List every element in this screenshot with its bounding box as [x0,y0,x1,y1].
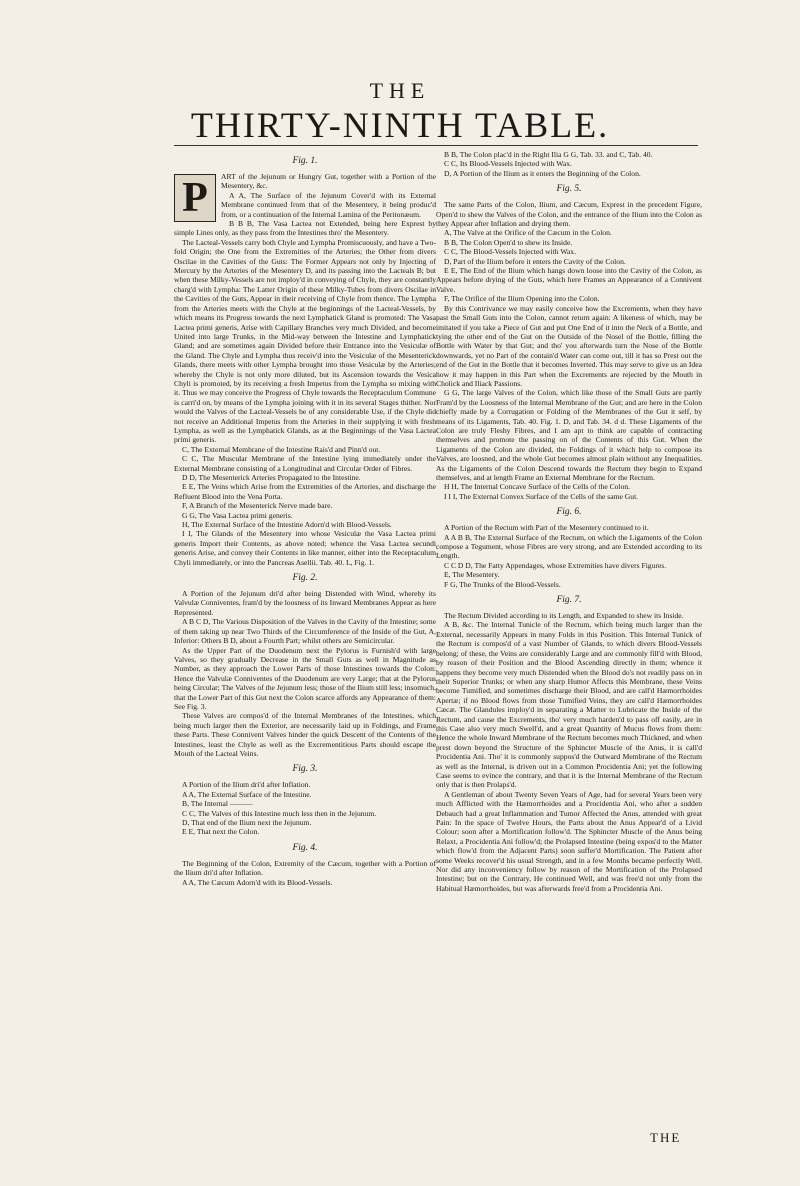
paragraph: A A, The Cæcum Adorn'd with its Blood-Vessels. [182,877,333,887]
paragraph: C C D D, The Fatty Appendages, whose Extremities have divers Figures. [444,560,667,570]
paragraph: D, That end of the Ilium next the Jejunum. [182,818,312,827]
paragraph: B B B, The Vasa Lactea not Extended, being here Exprest by simple Lines only, as they pass from the Intestines thro' the Mesentery. [174,219,436,238]
fig1-intro [174,172,436,219]
paragraph: ART of the Jejunum or Hungry Gut, together with a Portion of the Mesentery, &c. [221,172,436,191]
fig7-heading: Fig. 7. [556,595,582,606]
left-column [174,150,436,887]
table-title: THIRTY-NINTH TABLE. [190,105,610,145]
paragraph: I I I, The External Convex Surface of the Cells of the same Gut. [444,491,639,501]
paragraph: E E, The End of the Ilium which hangs down loose into the Cavity of the Colon, as Appears before drying of the Guts, which here Frames an Appearance of a Connivent Valve. [436,266,702,294]
paragraph: D, Part of the Ilium before it enters the Cavity of the Colon. [444,256,626,266]
catchword: THE [650,1130,682,1145]
paragraph: E E, The Veins which Arise from the Extremities of the Arteries, and discharge the Refluent Blood into the Vena Porta. [174,482,436,501]
paragraph: E E, That next the Colon. [182,827,260,837]
paragraph: F, A Branch of the Mesenterick Nerve made bare. [182,501,333,511]
paragraph: The same Parts of the Colon, Ilium, and Cæcum, Exprest in the precedent Figure, Open'd to shew the Valves of the Colon, and the entrance of the Ilium into the Colon as they Appear after Inflation and drying them. [436,200,702,229]
title-rule [174,145,698,146]
paragraph: As the Upper Part of the Duodenum next the Pylorus is Furnish'd with large Valves, so they gradually Decrease in the Small Guts as well in Magnitude as Number, as they approach the Lower Parts of those Intestines towards the Colon: Hence the Valvulæ Conniventes of the Duodenum are very Large; that at the Pylorus being Circular; The Valves of the Jejunum less; those of the Ilium still less; insomuch, that the Lower Part of this Gut next the Colon scarce affords any Appearance of them: See Fig. 3. [174,645,436,711]
paragraph: A Portion of the Ilium dri'd after Inflation. [182,780,311,790]
fig2-heading: Fig. 2. [292,573,318,584]
paragraph: The Beginning of the Colon, Extremity of the Cæcum, together with a Portion of the Ilium dri'd after Inflation. [174,858,436,878]
paragraph: A Portion of the Rectum with Part of the Mesentery continued to it. [444,523,649,533]
paragraph: B B, The Colon plac'd in the Right Ilia G G, Tab. 33. and C, Tab. 40. [444,150,653,159]
paragraph: A Gentleman of about Twenty Seven Years of Age, had for several Years been very much Afflicted with the Hæmorrhoides and a Procidentia Ani, who after a sudden Debauch had a great Inflammation and Tumor Affected the Anus, attended with great Pain: In the space of Twelve Hours, the Parts about the Anus Appear'd of a Livid Colour; soon after a Mortification follow'd. The Sphincter Muscle of the Anus being Relaxt, a Procidentia Ani follow'd; the Prolapsed Intestine (being expos'd to the Matter which flow'd from the Adjacent Parts) soon suffer'd Mortification. The Patient after some Weeks recover'd his usual Strength, and in a few Months became perfectly Well. Nor did any inconveniency follow by reason of the Mortification of the Prolapsed Intestine; but on the Contrary, He continued Well, and was free'd not only from the Habitual Hæmorrhoides, but was afterwards free'd from a Procidentia Ani. [436,789,702,893]
paragraph: A A B B, The External Surface of the Rectum, on which the Ligaments of the Colon compose a Tegument, whose Fibres are very strong, and are Extended according to its Length. [436,532,702,561]
paragraph: I I, The Glands of the Mesentery into whose Vesiculæ the Vasa Lactea primi generis Import their Contents, as above noted; whence the Vasa Lactea secundi generis Arise, and convey their Contents in like manner, either into the Receptaculum Chyli immediately, or into the Pancreas Asellii. Tab. 40. L, Fig. 1. [174,529,436,567]
paragraph: B B, The Colon Open'd to shew its Inside. [444,237,573,247]
paragraph: D D, The Mesenterick Arteries Propagated to the Intestine. [182,473,361,482]
paragraph: H H, The Internal Concave Surface of the Cells of the Colon. [444,482,631,492]
fig3-heading: Fig. 3. [292,764,318,775]
paragraph: C C, Its Blood-Vessels Injected with Wax. [444,159,572,169]
paragraph: G G, The large Valves of the Colon, which like those of the Small Guts are partly Fram'd by the Loosness of the Internal Membrane of the Gut; and are here in the Colon chiefly made by a Corrugation or Folding of the Membranes of the Gut it self, by means of its Ligaments, Tab. 40. Fig. 1. D, and Tab. 34. d d. These Ligaments of the Colon are truly Fleshy Fibres, and I am apt to think are capable of contracting themselves and promote the passing on of the Contents of this Gut. When the Ligaments of the Colon are divided, the Foldings of it which help to compose its Valves, are loosned, and the whole Gut becomes almost plain without any Inequalities. As the Ligaments of the Colon Descend towards the Rectum they begin to Expand themselves, and at length Frame an External Membrane for the Rectum. [436,388,702,482]
paragraph: By this Contrivance we may easily conceive how the Excrements, when they have past the Small Guts into the Colon, cannot return again: A likeness of which, may be imitated if you take a Piece of Gut and put One End of it into the Neck of a Bottle, and tying the other end of the Gut on the Outside of the Nosel of the Bottle, filling the Bottle with Water by that Gut; and tho' you afterwards turn the Nose of the Bottle downwards, yet no Part of the contain'd Water can come out, till it has so Prest out the end of the Gut in the Bottle that it becomes Inverted. This may serve to give us an Idea how it may happen in this Part when the Excrements are rejected by the Mouth in Cholick and Iliack Passions. [436,303,702,388]
paragraph: C C, The Muscular Membrane of the Intestine lying immediately under the External Membrane consisting of a Longitudinal and Circular Order of Fibres. [174,454,436,473]
decorated-initial: P [174,174,216,222]
paragraph: The Rectum Divided according to its Length, and Expanded to shew its Inside. [444,611,684,621]
fig6-heading: Fig. 6. [556,507,582,518]
paragraph: A A, The External Surface of the Intestine. [182,789,312,799]
paragraph: The Lacteal-Vessels carry both Chyle and Lympha Promiscuously, and have a Two-fold Origin; the One from the Extremities of the Arteries; the Other from divers Oscilae in the Cavities of the Guts: The Former Appears not only by Injecting of Mercury by the Arteries of the Mesentery D, and its passing into the Lacteals B; but when these Milky-Vessels are not imploy'd in conveying of Chyle, they are constantly charg'd with Lympha: The Latter Origin of these Milky-Tubes from divers Oscilae in the Cavities of the Guts, Appear in their receiving of Chyle from thence. The Lympha from the Arteries meets with the Chyle at the beginnings of the Lacteal-Vessels, by which means its Progress towards the next Lymphatick Gland is promoted: The Vasa Lactea primi generis, Arise with Capillary Branches very much Divided, and become United into large Trunks, in the Mid-way between the Intestine and Lymphatick Gland; and are sometimes again Divided before their Entrance into the Vesiculæ of the Gland. The Chyle and Lympha thus receiv'd into the Vesiculæ of the Mesenterick Glands, there meets with other Lympha brought into those Vesiculæ by the Arteries; whereby the Chyle is not only more diluted, but its Ascension towards the Vesica Chyli is promoted, by its receiving a fresh Impetus from the Lympha so mixing with it. Thus we may conceive the Progress of Chyle towards the Receptaculum Commune is carri'd on, by means of the Lympha joining with it in its several Stages thither. Nor would the Valves of the Lacteal-Vessels be of any considerable Use, if the Chyle did not receive an Additional Impetus from the Arteries in their supplying it with fresh Lympha, as well as the Lymphatick Glands, as at the Beginnings of the Vasa Lactea primi generis. [174,237,436,445]
paragraph: A Portion of the Jejunum dri'd after being Distended with Wind, whereby its Valvulæ Conniventes, fram'd by the loosness of its Inward Membranes Appear as here Represented. [174,589,436,617]
running-head: THE [369,78,431,103]
paragraph: D, A Portion of the Ilium as it enters the Beginning of the Colon. [444,168,641,178]
paragraph: C, The External Membrane of the Intestine Rais'd and Pinn'd out. [182,444,381,454]
fig4-heading: Fig. 4. [292,842,318,853]
paragraph: A B C D, The Various Disposition of the Valves in the Cavity of the Intestine; some of them taking up near Two Thirds of the Circumference of the Inside of the Gut, A, Inferior: Others B D, about a Fourth Part; whilst others are Semicircular. [174,617,436,646]
paragraph: B, The Internal ——— [182,799,253,809]
paragraph: These Valves are compos'd of the Internal Membranes of the Intestines, which being much larger then the Exterior, are necessarily laid up in Foldings, and Frame these Parts. These Connivent Valves hinder the quick Descent of the Contents of the Intestines, least the Chyle as well as the Excrementitious Parts should escape the Mouth of the Lacteal Veins. [174,711,436,758]
paragraph: A B, &c. The Internal Tunicle of the Rectum, which being much larger than the External, necessarily Appears in many Folds in this Position. This Internal Tunick of the Rectum is compos'd of a vast Number of Glands, to which divers Blood-Vessels belong; of these, the Veins are considerably Large and are commonly fill'd with Blood, by reason of their Position and the Blood Ascending directly in them; whence it happens they become very much Distended when the Blood do's not readily pass on in their Superior Trunks; or when any sharp Humor Affects this Membrane, these Veins become Tumified, and sometimes discharge their Blood, and are call'd Hæmorrhoides Apertæ; if no Blood flows from those Tumified Veins, they are call'd Hæmorrhoides Cæcæ. The Glandules imploy'd in separating a Matter to Lubricate the Inside of the Rectum, and cause the Excrements, tho' very much harden'd to pass off easily, are in this Case also very much Swell'd, and a great Quantity of Mucus flows from them: Hence the whole Inward Membrane of the Rectum becomes much Thickned, and when prest down beyond the Structure of the Sphincter Muscle of the Anus, it is call'd Procidentia Ani. Tho' it is commonly suppos'd the Outward Membrane of the Rectum as well as the Internal, is driven out in a Common Procidentia Ani; yet the following Case seems to evince the contrary, and that it is the Internal Membrane of the Rectum only that is then Prolaps'd. [436,620,702,790]
paragraph: E, The Mesentery. [444,570,500,580]
right-column [436,150,702,893]
paragraph: C C, The Blood-Vessels Injected with Wax. [444,247,576,257]
paragraph: F G, The Trunks of the Blood-Vessels. [444,579,561,589]
fig5-heading: Fig. 5. [556,184,582,195]
paragraph: A A, The Surface of the Jejunum Cover'd with its External Membrane continued from that of the Mesentery, it being produc'd from, or a continuation of the Internal Lamina of the Peritonæum. [221,190,436,219]
paragraph: C C, The Valves of this Intestine much less then in the Jejunum. [182,808,377,818]
paragraph: F, The Orifice of the Ilium Opening into the Colon. [444,294,600,304]
paragraph: A, The Valve at the Orifice of the Cæcum in the Colon. [444,228,612,238]
fig1-heading: Fig. 1. [292,156,318,166]
paragraph: H, The External Surface of the Intestine Adorn'd with Blood-Vessels. [182,520,392,530]
paragraph: G G, The Vasa Lactea primi generis. [182,510,293,520]
